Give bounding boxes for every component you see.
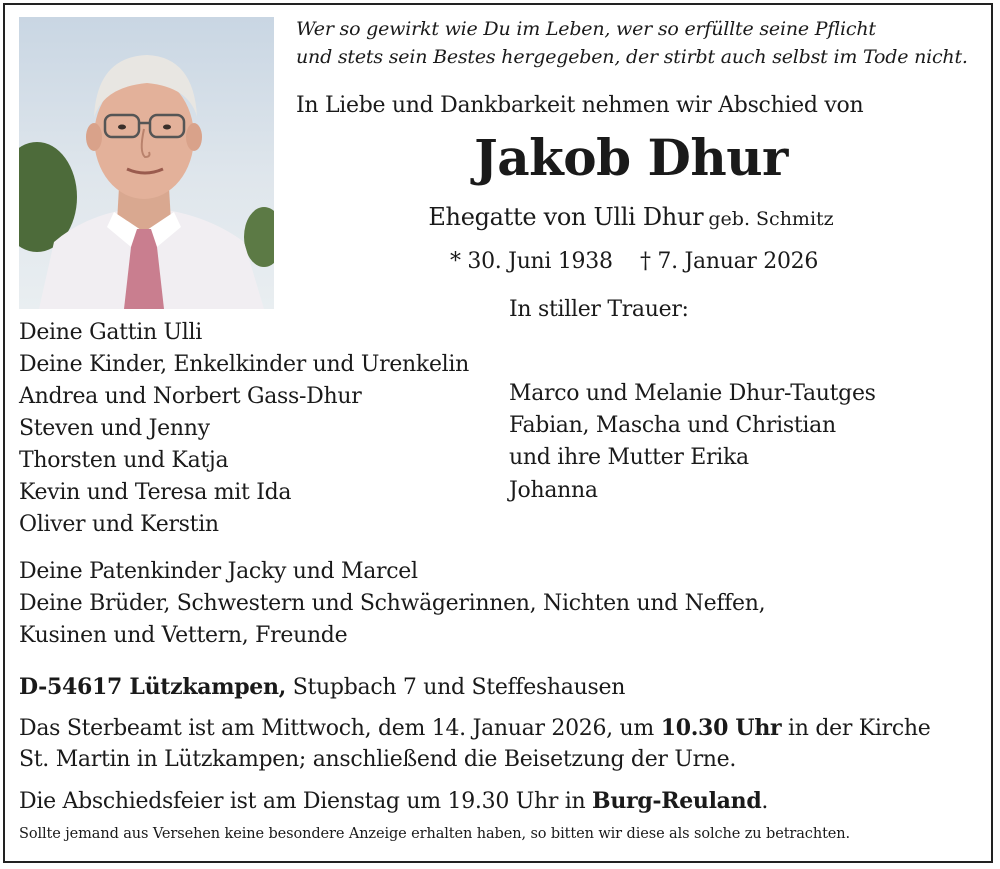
cross-icon: † [640, 249, 651, 274]
quote-line-1: Wer so gewirkt wie Du im Leben, wer so erfüllte seine Pflicht [296, 18, 876, 40]
spouse-text: Ehegatte von Ulli Dhur [428, 203, 704, 231]
portrait-photo [19, 17, 274, 309]
farewell-place: Burg-Reuland [592, 788, 762, 814]
family-left-item: Kevin und Teresa mit Ida [19, 480, 292, 505]
address-line [19, 674, 625, 700]
quote-line-2: und stets sein Bestes hergegeben, der stirbt auch selbst im Tode nicht. [296, 46, 968, 68]
farewell-line [19, 788, 768, 814]
family-left-item: Deine Kinder, Enkelkinder und Urenkelin [19, 352, 470, 377]
footer-note: Sollte jemand aus Versehen keine besondere Anzeige erhalten haben, so bitten wir diese als solche zu betrachten. [19, 826, 851, 842]
address-street: Stupbach 7 und Steffeshausen [292, 675, 626, 700]
family-left-item: Thorsten und Katja [19, 448, 229, 473]
death-line [640, 249, 818, 274]
farewell-text: Die Abschiedsfeier ist am Dienstag um 19.30 Uhr in [19, 789, 586, 814]
spouse-maiden-name: geb. Schmitz [708, 208, 834, 230]
birth-date: * 30. Juni 1938 [450, 249, 613, 274]
service-time: 10.30 Uhr [660, 715, 782, 741]
family-right-item: und ihre Mutter Erika [509, 445, 749, 470]
relatives-item: Kusinen und Vettern, Freunde [19, 623, 348, 648]
intro-text: In Liebe und Dankbarkeit nehmen wir Abschied von [296, 93, 864, 118]
service-line-1 [19, 715, 930, 741]
portrait-illustration [19, 17, 274, 309]
address-place: D-54617 Lützkampen, [19, 674, 287, 700]
mourning-header: In stiller Trauer: [509, 297, 689, 322]
relatives-item: Deine Brüder, Schwestern und Schwägerinnen, Nichten und Neffen, [19, 591, 766, 616]
farewell-end: . [761, 789, 769, 814]
family-right-item: Johanna [509, 478, 598, 503]
family-right-item: Marco und Melanie Dhur-Tautges [509, 381, 876, 406]
family-left-item: Oliver und Kerstin [19, 512, 219, 537]
family-left-item: Andrea und Norbert Gass-Dhur [19, 384, 362, 409]
service-location: in der Kirche [788, 716, 931, 741]
death-date: 7. Januar 2026 [657, 249, 819, 274]
relatives-item: Deine Patenkinder Jacky und Marcel [19, 559, 418, 584]
service-text: Das Sterbeamt ist am Mittwoch, dem 14. Januar 2026, um [19, 716, 654, 741]
family-left-item: Deine Gattin Ulli [19, 320, 202, 345]
spouse-line [296, 203, 966, 231]
deceased-name: Jakob Dhur [474, 128, 788, 187]
family-left-item: Steven und Jenny [19, 416, 210, 441]
family-right-item: Fabian, Mascha und Christian [509, 413, 836, 438]
service-line-2: St. Martin in Lützkampen; anschließend die Beisetzung der Urne. [19, 747, 737, 772]
